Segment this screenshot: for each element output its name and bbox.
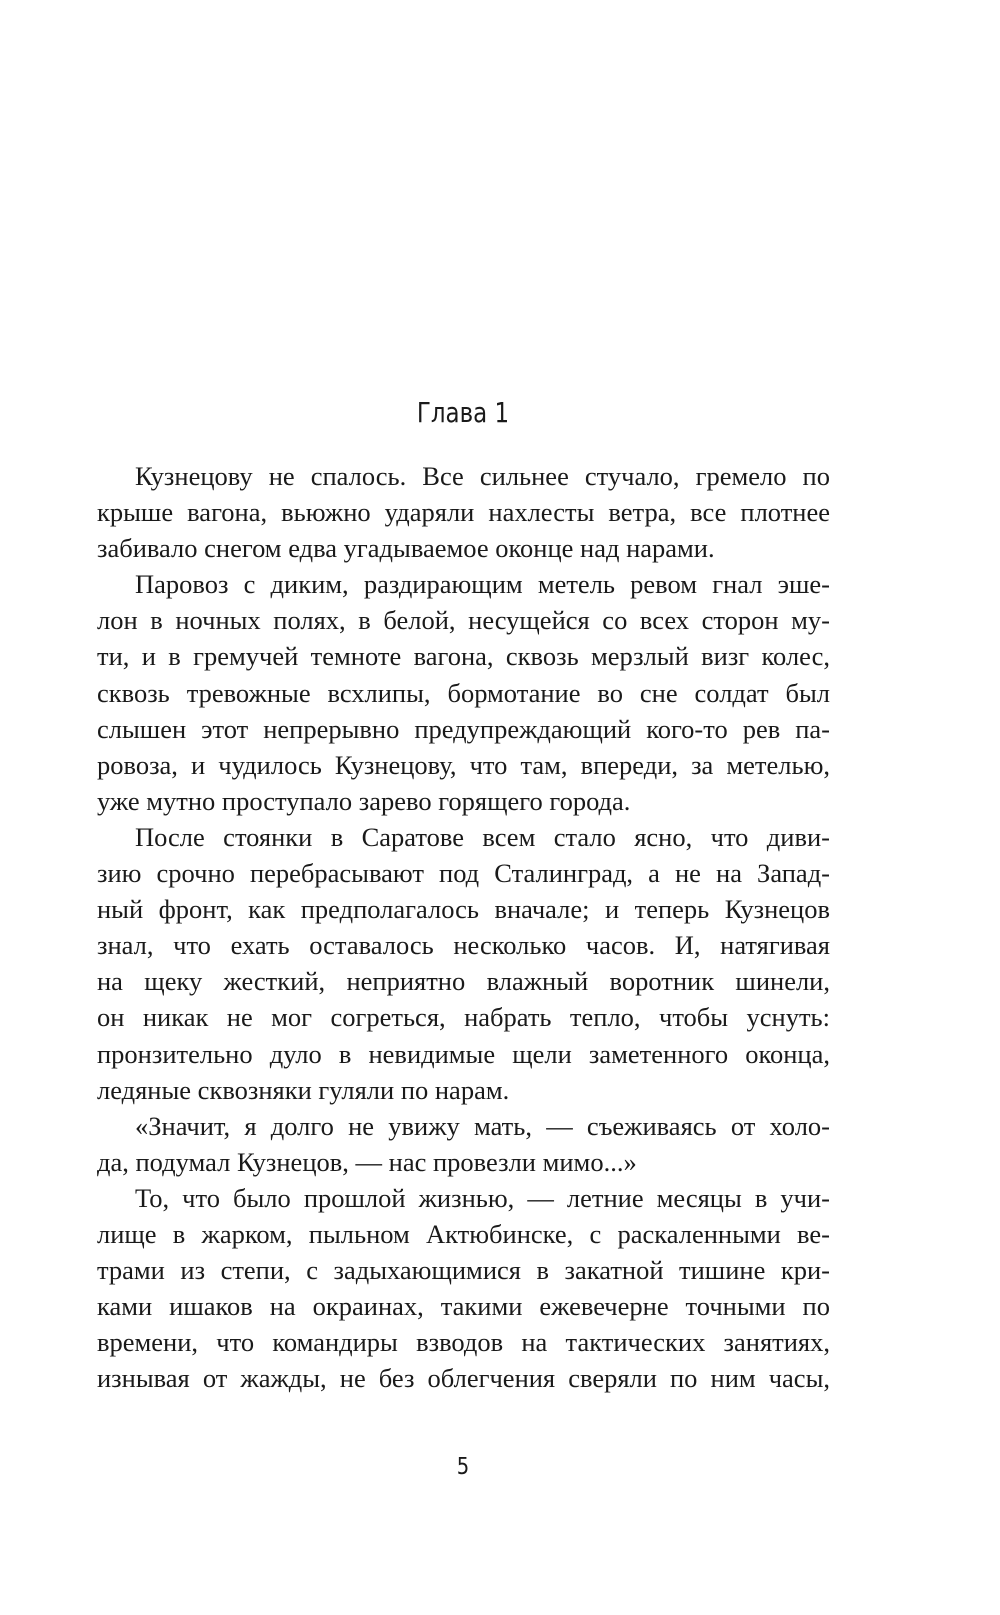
- text-line: трами из степи, с задыхающимися в закатной тишине кри-: [97, 1255, 830, 1286]
- text-line: ный фронт, как предполагалось вначале; и теперь Кузнецов: [97, 894, 830, 925]
- text-line: После стоянки в Саратове всем стало ясно, что диви-: [135, 821, 830, 852]
- text-line: Паровоз с диким, раздирающим метель ревом гнал эше-: [135, 569, 830, 600]
- text-line: ледяные сквозняки гуляли по нарам.: [97, 1074, 510, 1105]
- text-line: «Значит, я долго не увижу мать, — съеживаясь от холо-: [135, 1110, 830, 1141]
- text-line: Кузнецову не спалось. Все сильнее стучало, гремело по: [135, 461, 830, 491]
- text-line: лон в ночных полях, в белой, несущейся со всех сторон му-: [97, 605, 830, 636]
- paragraph: [97, 1180, 830, 1397]
- text-line: слышен этот непрерывно предупреждающий кого-то рев па-: [97, 713, 830, 744]
- text-line: зию срочно перебрасывают под Сталинград, а не на Запад-: [97, 858, 830, 889]
- text-line: пронзительно дуло в невидимые щели заметенного оконца,: [97, 1038, 830, 1069]
- text-line: сквозь тревожные всхлипы, бормотание во сне солдат был: [97, 677, 830, 708]
- paragraph: [97, 566, 830, 819]
- text-line: изнывая от жажды, не без облегчения сверяли по ним часы,: [97, 1363, 830, 1394]
- text-line: уже мутно проступало зарево горящего города.: [97, 785, 631, 816]
- text-line: забивало снегом едва угадываемое оконце над нарами.: [97, 533, 715, 564]
- chapter-body: [97, 458, 830, 1396]
- text-line: лище в жарком, пыльном Актюбинске, с раскаленными ве-: [97, 1218, 830, 1249]
- paragraph: [97, 1108, 830, 1180]
- text-line: знал, что ехать оставалось несколько часов. И, натягивая: [97, 930, 830, 961]
- chapter-title: Глава 1: [416, 396, 510, 429]
- text-line: да, подумал Кузнецов, — нас провезли мимо...»: [97, 1146, 637, 1177]
- text-line: ками ишаков на окраинах, такими ежевечерне точными по: [97, 1291, 830, 1322]
- text-line: ти, и в гремучей темноте вагона, сквозь мерзлый визг колес,: [97, 641, 830, 672]
- text-line: на щеку жесткий, неприятно влажный воротник шинели,: [97, 966, 830, 997]
- text-line: времени, что командиры взводов на тактических занятиях,: [97, 1327, 830, 1358]
- paragraph: [97, 819, 830, 1108]
- page-number: 5: [456, 1454, 470, 1480]
- paragraph: [97, 458, 830, 566]
- text-line: крыше вагона, вьюжно ударяли нахлесты ветра, все плотнее: [97, 497, 830, 528]
- text-line: ровоза, и чудилось Кузнецову, что там, впереди, за метелью,: [97, 749, 830, 780]
- text-line: он никак не мог согреться, набрать тепло, чтобы уснуть:: [97, 1002, 830, 1033]
- text-line: То, что было прошлой жизнью, — летние месяцы в учи-: [135, 1182, 830, 1213]
